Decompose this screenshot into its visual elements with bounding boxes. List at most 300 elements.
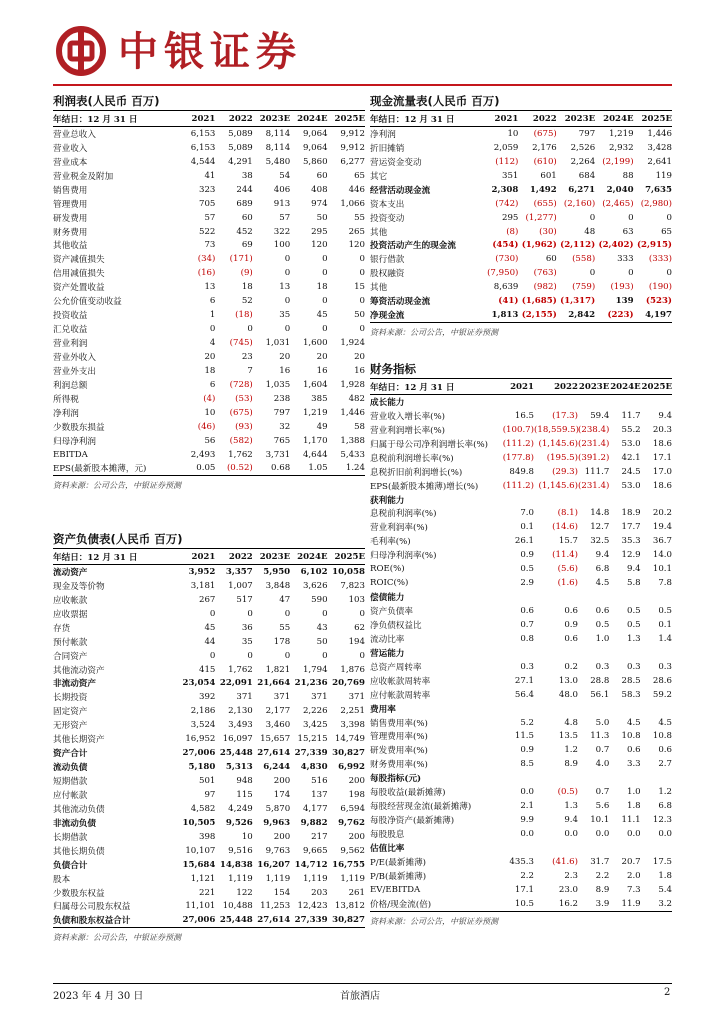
balance-sheet-title: 资产负债表(人民币 百万) xyxy=(53,530,365,549)
cell-value: 0.0 xyxy=(626,829,641,840)
cashflow-title: 现金流量表(人民币 百万) xyxy=(370,92,672,111)
table-row xyxy=(53,858,365,872)
cell-value xyxy=(578,646,609,660)
row-label: 净现金流 xyxy=(370,311,405,322)
row-label: 负债合计 xyxy=(53,860,88,871)
cell-value: (4) xyxy=(203,393,216,404)
cell-value: 50 xyxy=(316,636,328,647)
cell-value: (8) xyxy=(506,226,519,237)
cell-value: 1,821 xyxy=(265,664,291,675)
cell-value: 28.6 xyxy=(652,675,672,686)
cell-value: 10,058 xyxy=(332,566,365,577)
cell-value: 5.8 xyxy=(626,578,641,589)
cell-value: 17.1 xyxy=(514,884,534,895)
table-row xyxy=(53,579,365,593)
row-label: 费用率 xyxy=(370,704,396,715)
cell-value: 35.3 xyxy=(621,536,641,547)
cell-value: 11.1 xyxy=(621,815,641,826)
cell-value: 1,035 xyxy=(265,379,291,390)
cell-value: 16 xyxy=(354,365,365,376)
table-row xyxy=(53,886,365,900)
cell-value: 0 xyxy=(666,268,672,279)
cell-value: 6,102 xyxy=(300,566,328,577)
row-label: 资产合计 xyxy=(53,749,88,760)
table-row xyxy=(53,211,365,225)
cell-value: (93) xyxy=(235,421,253,432)
cell-value: 1,007 xyxy=(228,580,253,591)
row-label: 总资产周转率 xyxy=(370,662,422,673)
cell-value: 1,813 xyxy=(491,310,519,321)
cell-value: 200 xyxy=(348,776,365,787)
cell-value: (2,155) xyxy=(521,310,557,321)
cell-value: 6,271 xyxy=(568,184,596,195)
cell-value: (763) xyxy=(533,268,557,279)
cell-value: 0.0 xyxy=(520,787,534,798)
cell-value: 0.0 xyxy=(520,829,534,840)
cell-value: 3,357 xyxy=(225,566,253,577)
cell-value: 0.6 xyxy=(564,633,578,644)
cell-value: 2,526 xyxy=(570,142,596,153)
table-row xyxy=(53,635,365,649)
cell-value: 48 xyxy=(584,226,596,237)
table-row xyxy=(53,649,365,663)
cell-value: 12.3 xyxy=(652,815,672,826)
cell-value: 0.8 xyxy=(520,633,534,644)
cell-value: 0.3 xyxy=(595,661,610,672)
cell-value: 6,153 xyxy=(190,142,216,153)
column-header: 2021 xyxy=(178,549,215,565)
row-label: 预付帐款 xyxy=(53,637,88,648)
table-row xyxy=(370,688,672,702)
cell-value: 69 xyxy=(241,240,253,251)
table-row xyxy=(370,771,672,785)
cell-value: 2,130 xyxy=(228,706,253,717)
table-row xyxy=(370,127,672,141)
cell-value: 1,119 xyxy=(340,873,365,884)
cell-value: 56 xyxy=(204,435,216,446)
row-label: 应付帐款 xyxy=(53,790,88,801)
column-header: 2024E xyxy=(290,111,327,127)
cell-value: 65 xyxy=(354,170,365,181)
cell-value xyxy=(534,771,578,785)
cell-value: 11,253 xyxy=(260,901,291,912)
row-label: 息税折旧前利润增长(%) xyxy=(370,467,463,478)
cell-value: 5,313 xyxy=(225,762,253,773)
cell-value: 18 xyxy=(241,282,253,293)
cell-value: 115 xyxy=(236,789,253,800)
cell-value: 174 xyxy=(273,789,291,800)
table-row xyxy=(53,406,365,420)
table-row xyxy=(53,746,365,760)
cell-value: (675) xyxy=(229,407,253,418)
table-row xyxy=(370,548,672,562)
cell-value xyxy=(498,590,534,604)
cell-value: (17.3) xyxy=(552,410,578,421)
cell-value: 2,264 xyxy=(570,156,596,167)
column-header: 2022 xyxy=(215,549,252,565)
cell-value: 13 xyxy=(204,282,216,293)
cell-value: 1.8 xyxy=(626,801,641,812)
cell-value: 1,924 xyxy=(340,338,365,349)
cell-value: 408 xyxy=(311,184,328,195)
cell-value: 8.9 xyxy=(595,884,610,895)
cell-value: 6 xyxy=(209,296,216,307)
cell-value: 44 xyxy=(204,636,216,647)
cell-value: 948 xyxy=(236,776,253,787)
table-row xyxy=(370,604,672,618)
cell-value: (30) xyxy=(539,226,557,237)
cell-value: 103 xyxy=(348,594,365,605)
row-label: 折旧摊销 xyxy=(370,143,405,154)
balance-sheet-table xyxy=(53,549,365,927)
column-header: 2023E xyxy=(557,111,595,127)
cell-value: 0.7 xyxy=(595,787,610,798)
row-label: 其他收益 xyxy=(53,241,88,252)
cell-value: (1,962) xyxy=(521,240,557,251)
header-divider xyxy=(53,84,672,86)
cell-value: 97 xyxy=(204,789,216,800)
cell-value: 198 xyxy=(348,789,365,800)
cell-value: 65 xyxy=(661,226,672,237)
row-label: 筹资活动现金流 xyxy=(370,297,431,308)
cell-value xyxy=(534,646,578,660)
cell-value: 0 xyxy=(589,212,596,223)
row-label: 经营活动现金流 xyxy=(370,185,431,196)
cell-value: 0 xyxy=(322,296,328,307)
cell-value: 689 xyxy=(236,198,253,209)
table-row xyxy=(53,462,365,476)
cell-value: 1,121 xyxy=(190,873,216,884)
cell-value: 0 xyxy=(284,650,291,661)
cell-value: 0.3 xyxy=(520,661,534,672)
cell-value: 1.2 xyxy=(564,745,578,756)
cell-value: (238.4) xyxy=(578,424,610,435)
cell-value: 120 xyxy=(348,240,365,251)
cell-value: 295 xyxy=(311,226,328,237)
cell-value: 1.2 xyxy=(658,787,672,798)
cell-value: 2.7 xyxy=(658,759,672,770)
row-label: 归属母公司股东权益 xyxy=(53,902,131,913)
cell-value: 9.4 xyxy=(658,410,672,421)
row-label: 汇兑收益 xyxy=(53,325,88,336)
cell-value: 16,097 xyxy=(222,734,253,745)
cell-value xyxy=(534,395,578,409)
cell-value: 20.3 xyxy=(652,424,672,435)
row-label: 每股指标(元) xyxy=(370,774,422,785)
cell-value: 2,177 xyxy=(265,706,291,717)
table-row xyxy=(53,420,365,434)
cell-value: 28.5 xyxy=(621,675,641,686)
cell-value: 765 xyxy=(273,435,291,446)
cell-value: 11.3 xyxy=(590,731,610,742)
table-row xyxy=(370,674,672,688)
cell-value: 88 xyxy=(622,170,634,181)
row-label: 流动比率 xyxy=(370,634,405,645)
cell-value: 12,423 xyxy=(297,901,328,912)
table-row xyxy=(53,760,365,774)
cell-value: 30,827 xyxy=(332,915,365,926)
cell-value: 0.0 xyxy=(658,829,672,840)
cell-value xyxy=(609,771,640,785)
cell-value: 2,186 xyxy=(190,706,216,717)
table-row xyxy=(53,621,365,635)
cell-value xyxy=(534,702,578,716)
cell-value: 31.7 xyxy=(590,856,610,867)
cell-value: 9,516 xyxy=(228,845,253,856)
row-label: 资本支出 xyxy=(370,199,405,210)
cell-value: 5,089 xyxy=(228,142,253,153)
row-label: 公允价值变动收益 xyxy=(53,297,122,308)
table-row xyxy=(370,562,672,576)
row-label: 现金及等价物 xyxy=(53,581,105,592)
cell-value: (8.1) xyxy=(557,508,578,519)
cell-value: (16) xyxy=(197,268,216,279)
cell-value: 0.7 xyxy=(595,745,610,756)
row-label: 应收帐款周转率 xyxy=(370,676,431,687)
column-header: 2025E xyxy=(641,379,672,395)
cell-value: 0.3 xyxy=(658,661,672,672)
table-row xyxy=(53,690,365,704)
cell-value: 10 xyxy=(241,831,253,842)
cell-value: 8.5 xyxy=(520,759,534,770)
cell-value: 684 xyxy=(578,170,596,181)
row-label: 其他 xyxy=(370,227,388,238)
table-row xyxy=(370,141,672,155)
cell-value: 9,912 xyxy=(340,128,365,139)
cell-value: (0.52) xyxy=(226,463,253,474)
cell-value: 1,928 xyxy=(340,379,365,390)
cell-value: 9,562 xyxy=(340,845,365,856)
column-header: 年结日：12 月 31 日 xyxy=(53,549,178,565)
cell-value: 7 xyxy=(247,365,253,376)
cell-value: 1,219 xyxy=(608,128,634,139)
cell-value: 3,848 xyxy=(265,580,291,591)
table-row xyxy=(53,280,365,294)
cell-value: 10,107 xyxy=(185,845,216,856)
cell-value: 3,524 xyxy=(190,720,216,731)
cell-value: 5,480 xyxy=(265,156,291,167)
cell-value: (111.2) xyxy=(502,480,534,491)
row-label: 银行借款 xyxy=(370,255,405,266)
row-label: 营运资金变动 xyxy=(370,157,422,168)
cell-value: 20 xyxy=(204,351,216,362)
cell-value: 0 xyxy=(359,254,365,265)
cell-value: 16 xyxy=(279,365,291,376)
table-row xyxy=(53,593,365,607)
cell-value: 20.7 xyxy=(621,856,641,867)
table-row xyxy=(53,565,365,579)
table-row xyxy=(370,451,672,465)
row-label: 长期借款 xyxy=(53,832,88,843)
row-label: 每股股息 xyxy=(370,830,405,841)
cell-value: 11.9 xyxy=(621,898,641,909)
cell-value: 4,177 xyxy=(302,803,328,814)
cell-value: 0.9 xyxy=(564,619,578,630)
cell-value: (1,685) xyxy=(521,296,557,307)
cell-value: 18.6 xyxy=(652,438,672,449)
cell-value: 55.2 xyxy=(621,424,641,435)
cell-value: 13.0 xyxy=(558,675,578,686)
cell-value: 9,762 xyxy=(338,817,365,828)
table-row xyxy=(53,448,365,462)
cell-value: 9.4 xyxy=(595,550,610,561)
cell-value: 0 xyxy=(284,268,291,279)
table-row xyxy=(370,618,672,632)
cell-value: 20 xyxy=(354,351,365,362)
cell-value: (2,915) xyxy=(636,240,672,251)
row-label: 营业利润率(%) xyxy=(370,523,428,534)
cell-value: 11.5 xyxy=(514,731,534,742)
brand-name: 中银证券 xyxy=(118,29,302,75)
cell-value: 2,641 xyxy=(647,156,672,167)
row-label: 其他长期负债 xyxy=(53,846,105,857)
cell-value: 0 xyxy=(284,296,291,307)
cell-value: 20 xyxy=(279,351,291,362)
cell-value: 705 xyxy=(198,198,216,209)
cell-value xyxy=(641,395,672,409)
cell-value: 371 xyxy=(348,692,365,703)
cell-value: 0 xyxy=(284,254,291,265)
cell-value: 45 xyxy=(316,310,328,321)
cell-value: (2,402) xyxy=(598,240,634,251)
row-label: 股本 xyxy=(53,874,71,885)
row-label: 毛利率(%) xyxy=(370,537,411,548)
table-row xyxy=(370,883,672,897)
table-row xyxy=(370,646,672,660)
cell-value: 238 xyxy=(273,393,291,404)
column-header: 2023E xyxy=(253,111,290,127)
table-row xyxy=(370,280,672,294)
row-label: 应付帐款周转率 xyxy=(370,690,431,701)
cell-value: 2,251 xyxy=(340,706,365,717)
cell-value: 0.9 xyxy=(520,550,534,561)
table-row xyxy=(370,507,672,521)
table-row xyxy=(53,732,365,746)
cell-value: 0 xyxy=(322,324,328,335)
row-label: 合同资产 xyxy=(53,651,88,662)
cell-value: 137 xyxy=(311,789,328,800)
cell-value: 0.6 xyxy=(595,606,610,617)
row-label: 投资收益 xyxy=(53,311,88,322)
cell-value: 42.1 xyxy=(621,452,641,463)
cell-value: 55 xyxy=(279,622,291,633)
cell-value: 3,731 xyxy=(265,449,291,460)
row-label: 营业利润 xyxy=(53,339,88,350)
cell-value: 5,180 xyxy=(188,762,216,773)
cell-value: (1,145.6) xyxy=(538,480,578,491)
cell-value: 1,388 xyxy=(340,435,365,446)
cell-value: 11,101 xyxy=(185,901,216,912)
cell-value: 4,582 xyxy=(190,803,216,814)
cell-value: 13.5 xyxy=(558,731,578,742)
cell-value: (558) xyxy=(572,254,596,265)
cell-value: 8,114 xyxy=(265,128,291,139)
cell-value: 13,812 xyxy=(334,901,365,912)
cell-value: 9,882 xyxy=(300,817,328,828)
cell-value: 7.8 xyxy=(658,578,672,589)
cell-value xyxy=(641,493,672,507)
cell-value: 32 xyxy=(279,421,291,432)
cell-value: 3.9 xyxy=(595,898,610,909)
column-header: 2023E xyxy=(253,549,290,565)
table-row xyxy=(53,774,365,788)
cell-value: 18.6 xyxy=(652,480,672,491)
cell-value: 3.2 xyxy=(658,898,672,909)
cell-value: 122 xyxy=(236,887,253,898)
cell-value: 0 xyxy=(209,650,216,661)
cell-value: 49 xyxy=(316,421,328,432)
row-label: 所得税 xyxy=(53,394,79,405)
cell-value: 111.7 xyxy=(584,466,610,477)
cell-value: 5,950 xyxy=(263,566,291,577)
column-header: 2023E xyxy=(578,379,609,395)
table-row xyxy=(370,841,672,855)
cell-value: 200 xyxy=(273,831,291,842)
row-label: 非流动资产 xyxy=(53,679,96,690)
table-row xyxy=(370,520,672,534)
cell-value: 0 xyxy=(359,608,365,619)
cell-value: 25,448 xyxy=(219,748,253,759)
cell-value xyxy=(498,841,534,855)
row-label: 投资活动产生的现金流 xyxy=(370,241,456,252)
cell-value: (333) xyxy=(648,254,672,265)
cell-value xyxy=(609,702,640,716)
cell-value: 56.4 xyxy=(514,689,534,700)
row-label: 销售费用率(%) xyxy=(370,718,428,729)
row-label: 每股净资产(最新摊薄) xyxy=(370,816,455,827)
row-label: 少数股东损益 xyxy=(53,422,105,433)
table-row xyxy=(370,743,672,757)
cell-value: 0 xyxy=(359,650,365,661)
cell-value: 295 xyxy=(501,212,519,223)
cell-value: 1.24 xyxy=(345,463,365,474)
cell-value: (454) xyxy=(492,240,519,251)
cell-value: 6,244 xyxy=(263,762,291,773)
cell-value: 974 xyxy=(311,198,328,209)
row-label: 固定资产 xyxy=(53,707,88,718)
cell-value: 3,425 xyxy=(302,720,328,731)
row-label: EBITDA xyxy=(53,449,88,460)
cell-value: (759) xyxy=(572,282,596,293)
cell-value xyxy=(641,702,672,716)
cell-value: 1,446 xyxy=(340,407,365,418)
cell-value: 12.9 xyxy=(621,550,641,561)
cell-value: 0.5 xyxy=(595,619,610,630)
table-row xyxy=(53,900,365,914)
cell-value: 25,448 xyxy=(219,915,253,926)
table-row xyxy=(370,590,672,604)
cell-value: 5.2 xyxy=(520,717,534,728)
cell-value: (171) xyxy=(229,254,253,265)
cell-value: 446 xyxy=(348,184,365,195)
cell-value: (655) xyxy=(533,198,557,209)
cell-value: 1,492 xyxy=(529,184,557,195)
cell-value: 9,963 xyxy=(263,817,291,828)
cell-value: 4,197 xyxy=(645,310,672,321)
cell-value: 43 xyxy=(316,622,328,633)
cell-value: (231.4) xyxy=(578,480,610,491)
cell-value: (610) xyxy=(533,156,557,167)
cell-value: 178 xyxy=(273,636,291,647)
table-row xyxy=(53,830,365,844)
cell-value: 20 xyxy=(316,351,328,362)
cell-value: 21,236 xyxy=(294,678,328,689)
cell-value: 522 xyxy=(198,226,216,237)
cell-value: 15.7 xyxy=(558,536,578,547)
row-label: 研发费用率(%) xyxy=(370,746,428,757)
cell-value: 7,823 xyxy=(340,580,365,591)
column-header: 年结日：12 月 31 日 xyxy=(370,111,480,127)
